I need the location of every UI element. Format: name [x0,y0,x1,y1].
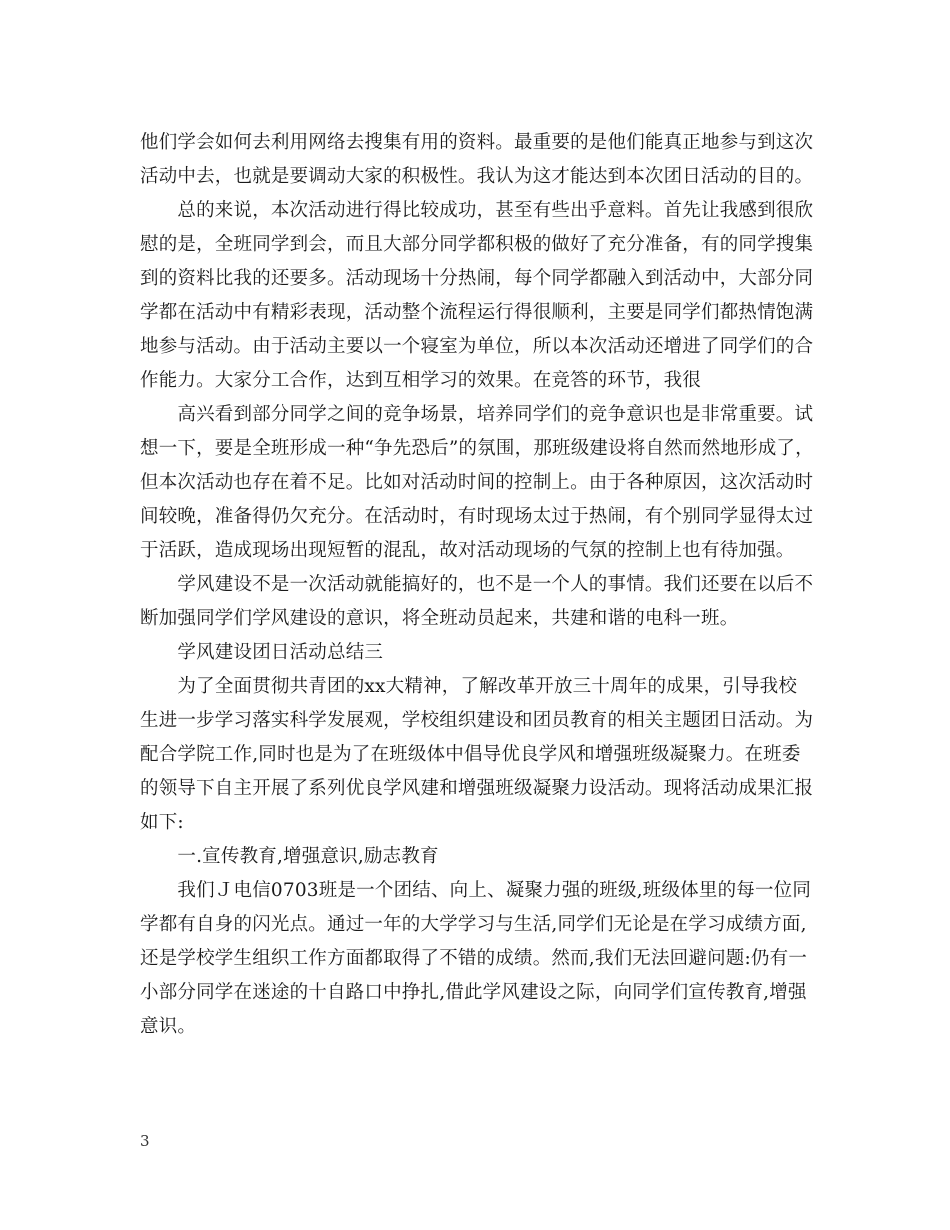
text-line: 他们学会如何去利用网络去搜集有用的资料。最重要的是他们能真正地参与到这次 [140,132,814,153]
text-line: 还是学校学生组织工作方面都取得了不错的成绩。然而,我们无法回避问题:仍有一 [140,948,808,969]
text-line: 学都有自身的闪光点。通过一年的大学学习与生活,同学们无论是在学习成绩方面, [140,914,807,935]
text-line: 为了全面贯彻共青团的xx大精神，了解改革开放三十周年的成果，引导我校 [140,676,798,697]
text-line: 我们Ｊ电信0703班是一个团结、向上、凝聚力强的班级,班级体里的每一位同 [140,880,812,901]
text-line: 意识。 [140,1016,197,1037]
subsection-heading: 一.宣传教育,增强意识,励志教育 [140,846,439,867]
text-line: 慰的是，全班同学到会，而且大部分同学都积极的做好了充分准备，有的同学搜集 [140,234,814,255]
text-line: 于活跃，造成现场出现短暂的混乱，故对活动现场的气氛的控制上也有待加强。 [140,540,795,561]
text-line: 总的来说，本次活动进行得比较成功，甚至有些出乎意料。首先让我感到很欣 [140,200,814,221]
text-line: 如下: [140,812,184,833]
text-line: 学都在活动中有精彩表现，活动整个流程运行得很顺利，主要是同学们都热情饱满 [140,302,814,323]
text-line: 断加强同学们学风建设的意识，将全班动员起来，共建和谐的电科一班。 [140,608,739,629]
page-number: 3 [140,1132,150,1150]
text-line: 间较晚，准备得仍欠充分。在活动时，有时现场太过于热闹，有个别同学显得太过 [140,506,814,527]
text-line: 想一下，要是全班形成一种“争先恐后”的氛围，那班级建设将自然而然地形成了， [140,438,814,459]
text-line: 作能力。大家分工合作，达到互相学习的效果。在竞答的环节，我很 [140,370,702,391]
text-line: 小部分同学在迷途的十自路口中挣扎,借此学风建设之际，向同学们宣传教育,增强 [140,982,807,1003]
text-line: 学风建设不是一次活动就能搞好的，也不是一个人的事情。我们还要在以后不 [140,574,814,595]
text-line: 但本次活动也存在着不足。比如对活动时间的控制上。由于各种原因，这次活动时 [140,472,814,493]
text-line: 的领导下自主开展了系列优良学风建和增强班级凝聚力设活动。现将活动成果汇报 [140,778,814,799]
text-line: 到的资料比我的还要多。活动现场十分热闹，每个同学都融入到活动中，大部分同 [140,268,814,289]
section-heading: 学风建设团日活动总结三 [140,642,384,663]
text-line: 配合学院工作,同时也是为了在班级体中倡导优良学风和增强班级凝聚力。在班委 [140,744,801,765]
text-line: 地参与活动。由于活动主要以一个寝室为单位，所以本次活动还增进了同学们的合 [140,336,814,357]
text-line: 活动中去，也就是要调动大家的积极性。我认为这才能达到本次团日活动的目的。 [140,166,814,187]
text-line: 生进一步学习落实科学发展观，学校组织建设和团员教育的相关主题团日活动。为 [140,710,814,731]
document-body [140,126,820,1044]
text-line: 高兴看到部分同学之间的竞争场景，培养同学们的竞争意识也是非常重要。试 [140,404,814,425]
